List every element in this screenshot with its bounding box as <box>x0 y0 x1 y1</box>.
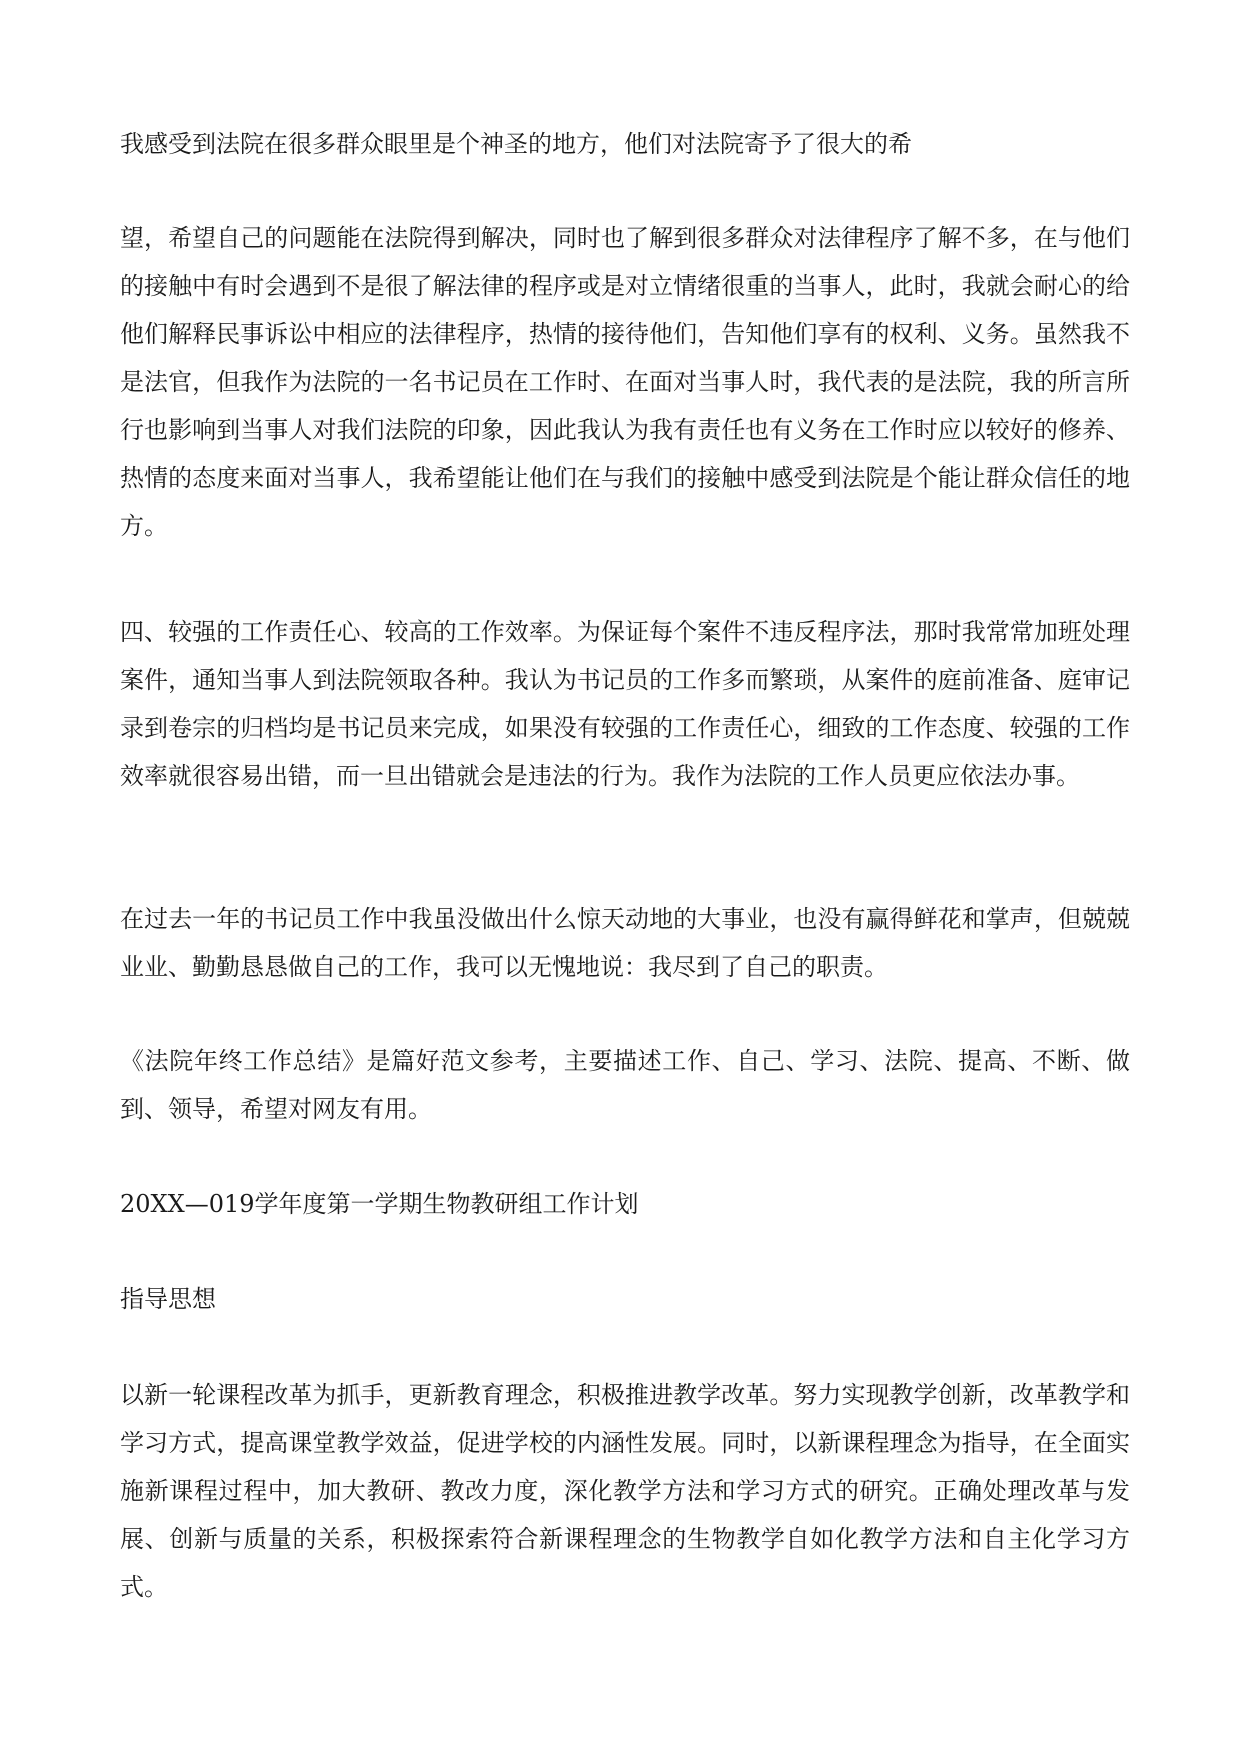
paragraph-court-hope-intro: 我感受到法院在很多群众眼里是个神圣的地方，他们对法院寄予了很大的希 <box>120 130 912 158</box>
paragraph-guiding-ideology: 以新一轮课程改革为抓手，更新教育理念，积极推进教学改革。努力实现教学创新，改革教学和学习方式，提高课堂教学效益，促进学校的内涵性发展。同时，以新课程理念为指导，在全面实施新课程过程中，加大教研、教改力度，深化教学方法和学习方式的研究。正确处理改革与发展、创新与质量的关系，积极探索符合新课程理念的生物教学自如化教学方法和自主化学习方式。 <box>120 1381 1130 1601</box>
paragraph-court-service: 望，希望自己的问题能在法院得到解决，同时也了解到很多群众对法律程序了解不多，在与他们的接触中有时会遇到不是很了解法律的程序或是对立情绪很重的当事人，此时，我就会耐心的给他们解释民事诉讼中相应的法律程序，热情的接待他们，告知他们享有的权利、义务。虽然我不是法官，但我作为法院的一名书记员在工作时、在面对当事人时，我代表的是法院，我的所言所行也影响到当事人对我们法院的印象，因此我认为我有责任也有义务在工作时应以较好的修养、热情的态度来面对当事人，我希望能让他们在与我们的接触中感受到法院是个能让群众信任的地方。 <box>120 224 1130 540</box>
paragraph-responsibility-efficiency: 四、较强的工作责任心、较高的工作效率。为保证每个案件不违反程序法，那时我常常加班处理案件，通知当事人到法院领取各种。我认为书记员的工作多而繁琐，从案件的庭前准备、庭审记录到卷宗的归档均是书记员来完成，如果没有较强的工作责任心，细致的工作态度、较强的工作效率就很容易出错，而一旦出错就会是违法的行为。我作为法院的工作人员更应依法办事。 <box>120 618 1130 790</box>
heading-guiding-ideology: 指导思想 <box>120 1285 216 1313</box>
paragraph-article-note: 《法院年终工作总结》是篇好范文参考，主要描述工作、自己、学习、法院、提高、不断、做到、领导，希望对网友有用。 <box>120 1047 1130 1123</box>
paragraph-year-summary: 在过去一年的书记员工作中我虽没做出什么惊天动地的大事业，也没有赢得鲜花和掌声，但兢兢业业、勤勤恳恳做自己的工作，我可以无愧地说：我尽到了自己的职责。 <box>120 905 1130 981</box>
heading-biology-plan: 20XX—019学年度第一学期生物教研组工作计划 <box>120 1190 639 1218</box>
